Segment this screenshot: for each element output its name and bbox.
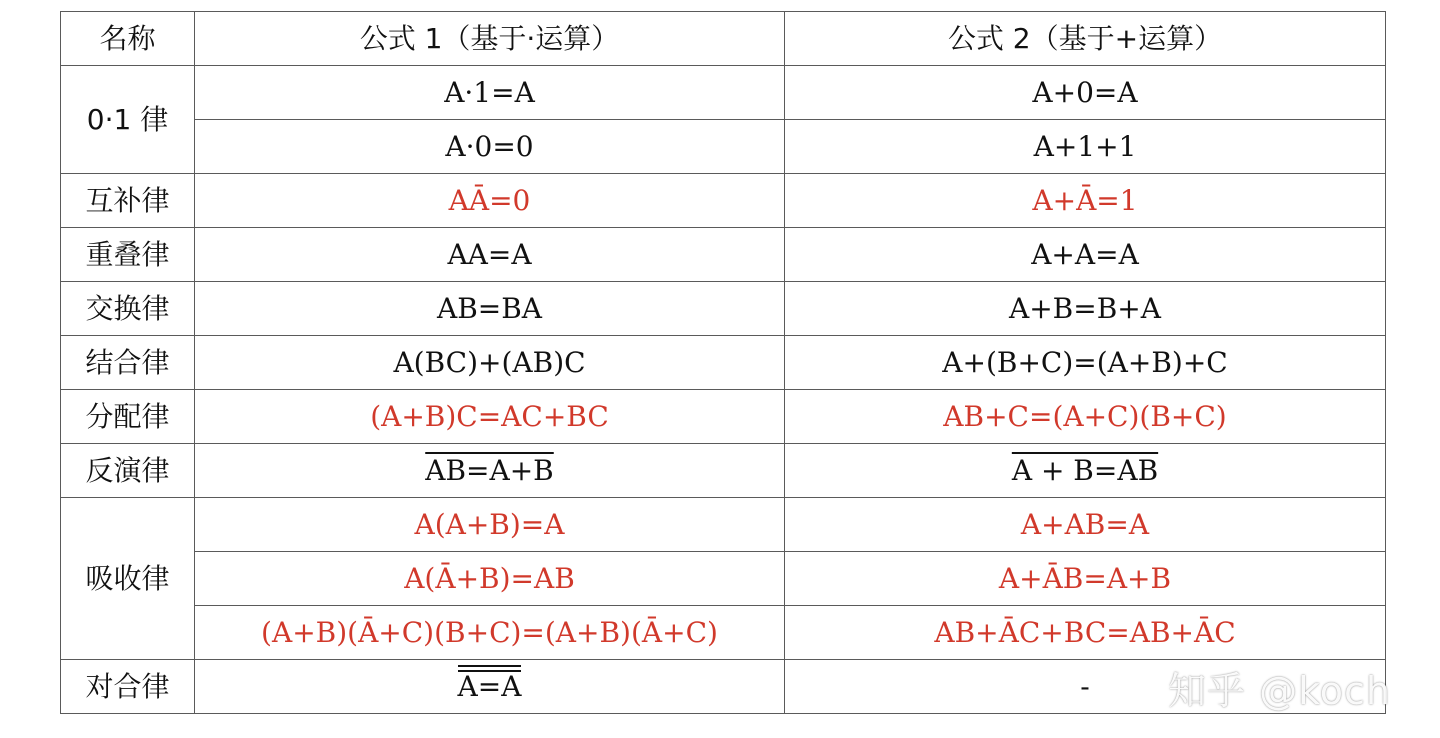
formula-cell — [785, 444, 1386, 498]
law-name: 对合律 — [61, 660, 195, 714]
formula-cell: A·1=A — [195, 66, 785, 120]
formula-text: AB=A+B — [425, 453, 554, 487]
formula-cell: A+(B+C)=(A+B)+C — [785, 336, 1386, 390]
formula-cell: (A+B)C=AC+BC — [195, 390, 785, 444]
formula-cell: A(BC)+(AB)C — [195, 336, 785, 390]
formula-cell — [195, 660, 785, 714]
formula-cell: A+ĀB=A+B — [785, 552, 1386, 606]
law-name: 重叠律 — [61, 228, 195, 282]
formula-text: A + B=AB — [1011, 453, 1159, 487]
formula-text: A=A — [457, 669, 522, 703]
table-row — [61, 606, 1386, 660]
boolean-laws-table — [60, 11, 1386, 714]
table-row — [61, 444, 1386, 498]
formula-cell: AA=A — [195, 228, 785, 282]
formula-cell: AB=BA — [195, 282, 785, 336]
formula-cell: A·0=0 — [195, 120, 785, 174]
law-name: 反演律 — [61, 444, 195, 498]
formula-cell: A+Ā=1 — [785, 174, 1386, 228]
formula-cell — [195, 444, 785, 498]
header-row — [61, 12, 1386, 66]
table-row — [61, 498, 1386, 552]
law-name: 结合律 — [61, 336, 195, 390]
formula-cell: A+B=B+A — [785, 282, 1386, 336]
formula-cell: - — [785, 660, 1386, 714]
formula-cell: A+1+1 — [785, 120, 1386, 174]
law-name: 交换律 — [61, 282, 195, 336]
law-name: 0·1 律 — [61, 66, 195, 174]
formula-cell: A+0=A — [785, 66, 1386, 120]
header-formula1: 公式 1（基于·运算） — [195, 12, 785, 66]
table-row — [61, 336, 1386, 390]
law-name: 互补律 — [61, 174, 195, 228]
table-row — [61, 552, 1386, 606]
table-row — [61, 174, 1386, 228]
watermark: 知乎 @koch — [1168, 669, 1391, 713]
formula-cell: A+AB=A — [785, 498, 1386, 552]
header-name: 名称 — [61, 12, 195, 66]
law-name: 吸收律 — [61, 498, 195, 660]
formula-cell: AĀ=0 — [195, 174, 785, 228]
header-formula2: 公式 2（基于+运算） — [785, 12, 1386, 66]
table-row — [61, 120, 1386, 174]
formula-cell: (A+B)(Ā+C)(B+C)=(A+B)(Ā+C) — [195, 606, 785, 660]
formula-cell: AB+ĀC+BC=AB+ĀC — [785, 606, 1386, 660]
table-row — [61, 390, 1386, 444]
table-row — [61, 228, 1386, 282]
law-name: 分配律 — [61, 390, 195, 444]
formula-cell: A(Ā+B)=AB — [195, 552, 785, 606]
formula-cell: A+A=A — [785, 228, 1386, 282]
table-row — [61, 282, 1386, 336]
formula-cell: AB+C=(A+C)(B+C) — [785, 390, 1386, 444]
formula-cell: A(A+B)=A — [195, 498, 785, 552]
table-row — [61, 66, 1386, 120]
